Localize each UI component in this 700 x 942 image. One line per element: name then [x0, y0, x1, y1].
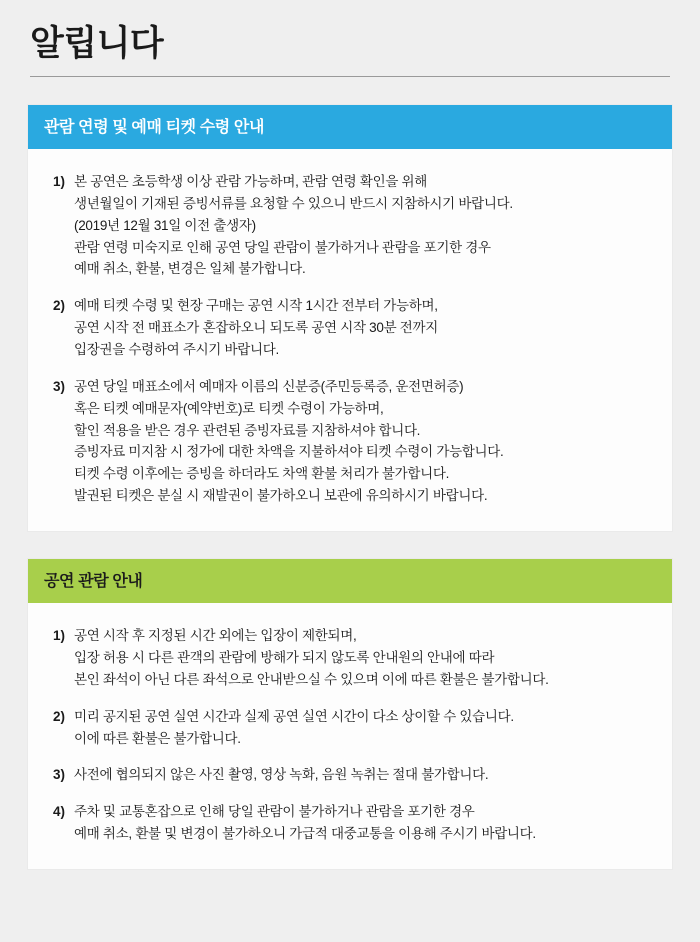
- text-line: 생년월일이 기재된 증빙서류를 요청할 수 있으니 반드시 지참하시기 바랍니다.: [74, 195, 513, 211]
- text-line: 할인 적용을 받은 경우 관련된 증빙자료를 지참하셔야 합니다.: [74, 422, 421, 438]
- text-line: 예매 티켓 수령 및 현장 구매는 공연 시작 1시간 전부터 가능하며,: [74, 298, 438, 314]
- text-line: 본인 좌석이 아닌 다른 좌석으로 안내받으실 수 있으며 이에 따른 환불은 불가합니다.: [74, 671, 549, 687]
- list-item-number: 3): [53, 378, 66, 394]
- list-item-text: [74, 801, 650, 845]
- list-item-text: [74, 706, 650, 750]
- list-item-text: [74, 376, 650, 507]
- list-item: [50, 625, 650, 691]
- text-line: 입장권을 수령하여 주시기 바랍니다.: [74, 341, 279, 357]
- section-body-viewing-info: [28, 603, 672, 869]
- list-item-number: 4): [53, 804, 66, 820]
- text-line: 발권된 티켓은 분실 시 재발권이 불가하오니 보관에 유의하시기 바랍니다.: [74, 488, 488, 504]
- text-line: 증빙자료 미지참 시 정가에 대한 차액을 지불하셔야 티켓 수령이 가능합니다.: [74, 444, 504, 460]
- section-ticket-info: [28, 105, 672, 531]
- section-viewing-info: [28, 559, 672, 869]
- list-item-text: [74, 764, 650, 786]
- text-line: (2019년 12월 31일 이전 출생자): [74, 217, 256, 233]
- text-line: 사전에 협의되지 않은 사진 촬영, 영상 녹화, 음원 녹취는 절대 불가합니다.: [74, 767, 489, 783]
- list-item-text: [74, 171, 650, 280]
- text-line: 공연 시작 전 매표소가 혼잡하오니 되도록 공연 시작 30분 전까지: [74, 320, 438, 336]
- title-divider: [30, 76, 670, 77]
- section-body-ticket-info: [28, 149, 672, 531]
- page-title: 알립니다: [30, 24, 164, 63]
- text-line: 관람 연령 미숙지로 인해 공연 당일 관람이 불가하거나 관람을 포기한 경우: [74, 239, 491, 255]
- list-item-number: 2): [53, 298, 66, 314]
- list-item: [50, 295, 650, 361]
- text-line: 본 공연은 초등학생 이상 관람 가능하며, 관람 연령 확인을 위해: [74, 173, 428, 189]
- text-line: 공연 시작 후 지정된 시간 외에는 입장이 제한되며,: [74, 628, 357, 644]
- list-item-number: 3): [53, 767, 66, 783]
- list-item-number: 2): [53, 708, 66, 724]
- list-item-text: [74, 625, 650, 691]
- list-item: [50, 706, 650, 750]
- list-item: [50, 376, 650, 507]
- list-item: [50, 764, 650, 786]
- text-line: 미리 공지된 공연 실연 시간과 실제 공연 실연 시간이 다소 상이할 수 있습니다.: [74, 708, 514, 724]
- list-item: [50, 171, 650, 280]
- list-item-number: 1): [53, 173, 66, 189]
- text-line: 주차 및 교통혼잡으로 인해 당일 관람이 불가하거나 관람을 포기한 경우: [74, 804, 475, 820]
- text-line: 티켓 수령 이후에는 증빙을 하더라도 차액 환불 처리가 불가합니다.: [74, 466, 450, 482]
- list-item-number: 1): [53, 628, 66, 644]
- list-item-text: [74, 295, 650, 361]
- text-line: 예매 취소, 환불, 변경은 일체 불가합니다.: [74, 261, 306, 277]
- text-line: 입장 허용 시 다른 관객의 관람에 방해가 되지 않도록 안내원의 안내에 따라: [74, 650, 495, 666]
- section-header-ticket-info: 관람 연령 및 예매 티켓 수령 안내: [28, 105, 672, 149]
- text-line: 예매 취소, 환불 및 변경이 불가하오니 가급적 대중교통을 이용해 주시기 바랍니다.: [74, 826, 536, 842]
- section-header-viewing-info: 공연 관람 안내: [28, 559, 672, 603]
- text-line: 혹은 티켓 예매문자(예약번호)로 티켓 수령이 가능하며,: [74, 400, 384, 416]
- text-line: 이에 따른 환불은 불가합니다.: [74, 730, 241, 746]
- list-item: [50, 801, 650, 845]
- text-line: 공연 당일 매표소에서 예매자 이름의 신분증(주민등록증, 운전면허증): [74, 378, 464, 394]
